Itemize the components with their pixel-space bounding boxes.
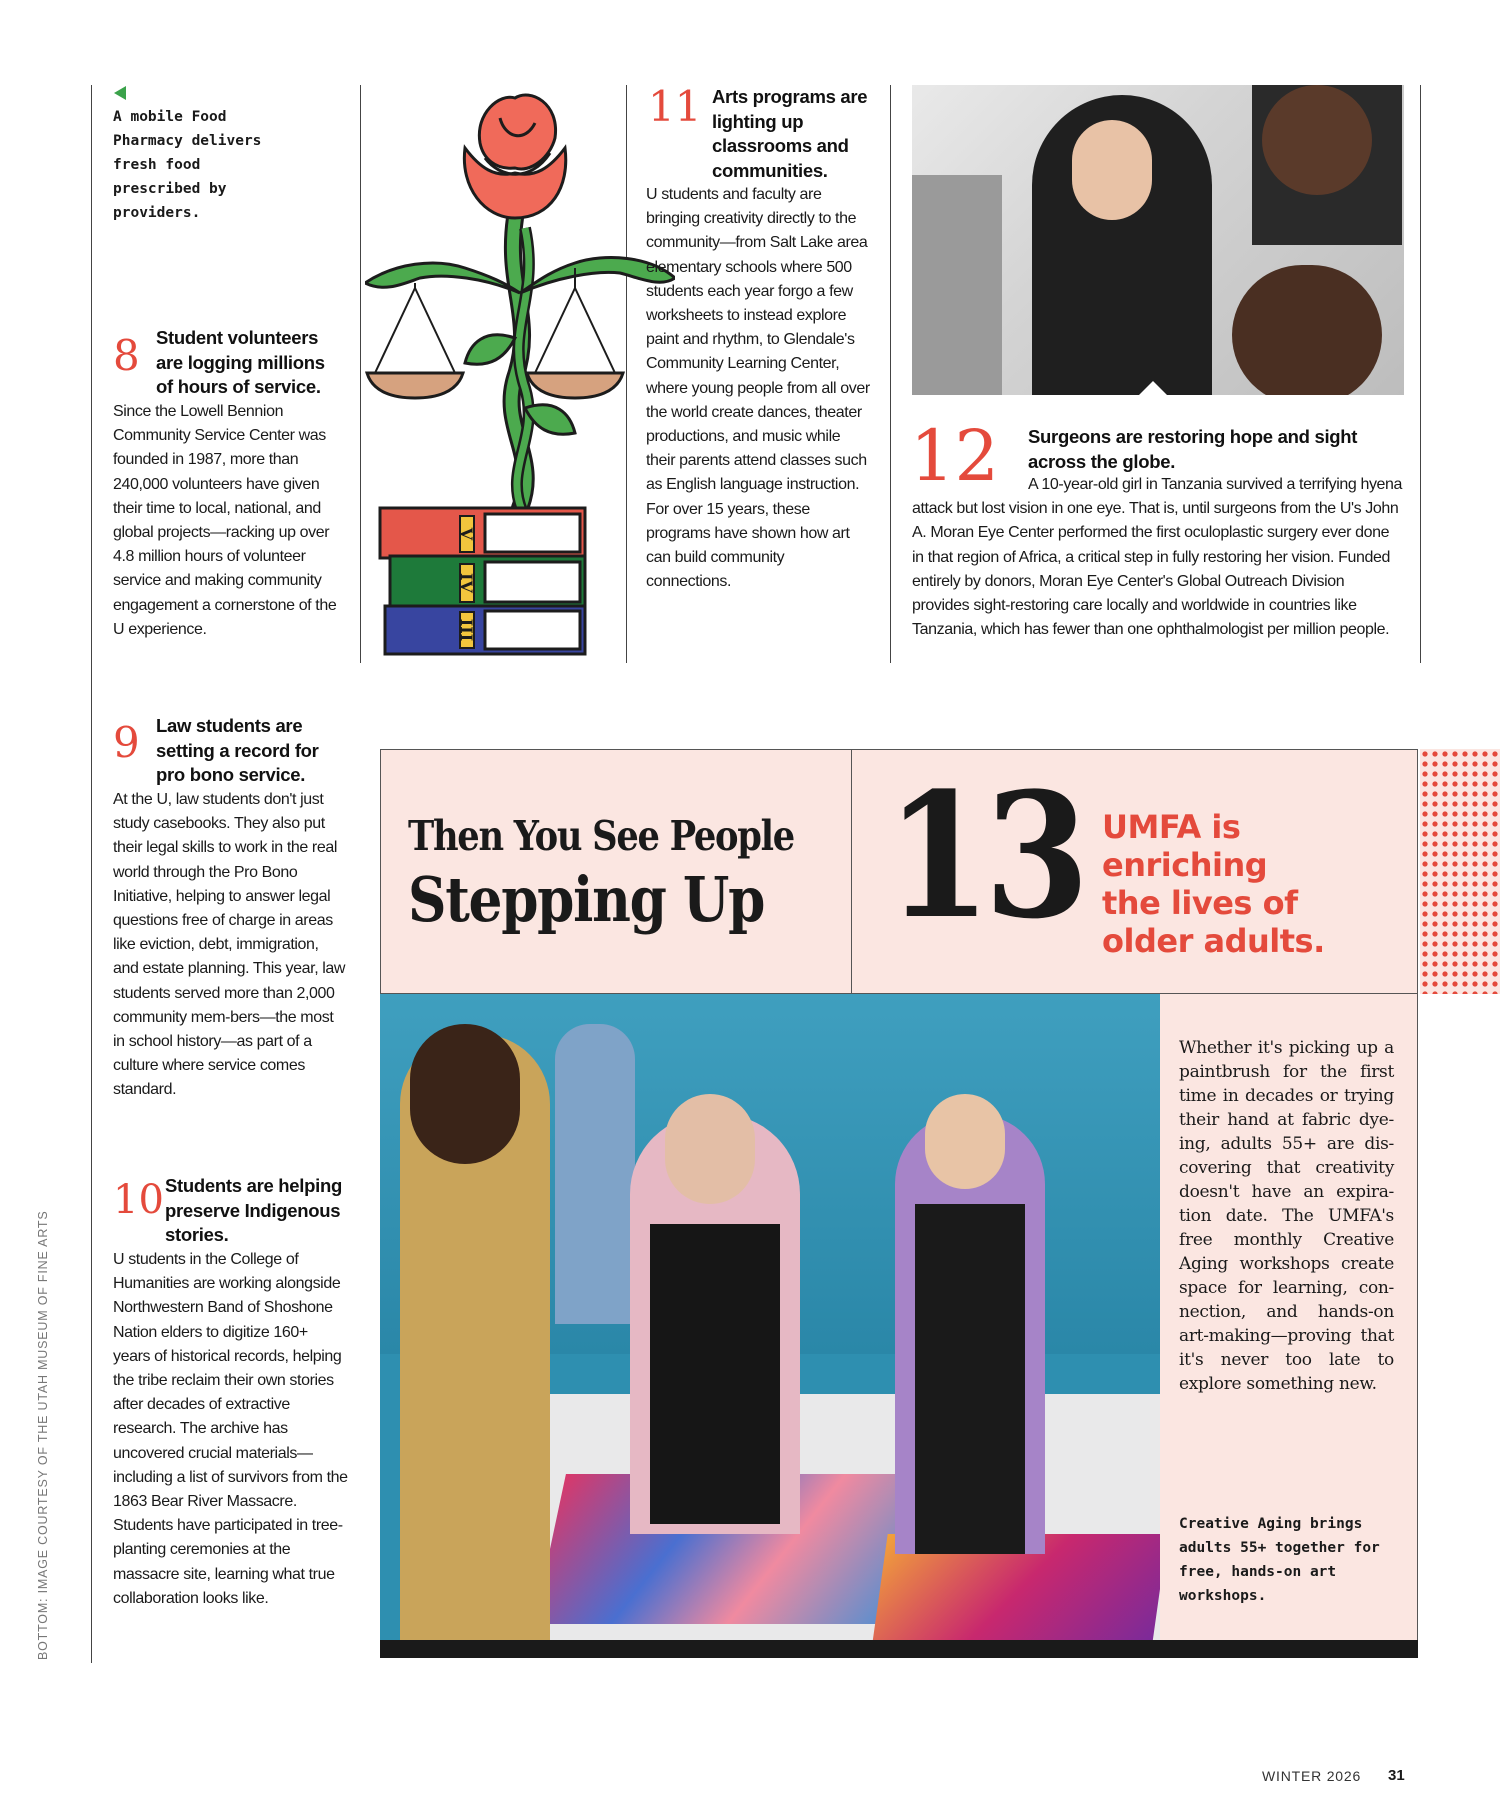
- photo-statue: [555, 1024, 635, 1324]
- footer-page-number: 31: [1388, 1767, 1405, 1784]
- feature-title: Stepping Up: [408, 863, 765, 936]
- art-workshop-photo: [380, 994, 1160, 1640]
- photo-bottom-bar: [380, 1640, 1418, 1658]
- item-11-body: U students and faculty are bringing creativity directly to the community—from Salt Lake area elementary schools where 500 students each year forgo a few worksheets to instead explore paint and rhythm, to Glendale's Community Learning Center, where young people from all over the world create dances, theater productions, and music while their parents attend classes such as English language instruction. For over 15 years, these programs have shown how art can build community connections.: [646, 186, 870, 591]
- photo-person-left-hair: [410, 1024, 520, 1164]
- feature-number: 13: [886, 754, 1083, 957]
- item-12-text: A 10-year-old girl in Tanzania survived a terrifying hyena attack but lost vision in one eye. That is, until surgeons from the U's John A. Moran Eye Center performed the first oculoplastic surgery ever done in that region of Africa, a critical step in fully restoring her vision. Funded entirely by donors, Moran Eye Center's Global Outreach Division provides sight-restoring care locally and worldwide in countries like Tanzania, which has fewer than one ophthalmologist per million people.: [912, 476, 1403, 639]
- feature-headline: UMFA is enriching the lives of older adults.: [1102, 808, 1325, 960]
- item-8-body: Since the Lowell Bennion Community Service Center was founded in 1987, more than 240,000 volunteers have given their time to local, national, and global projects—racking up over 4.8 million hours of volunteer service and making community engagement a cornerstone of the U experience.: [113, 403, 337, 638]
- book-label-iii: III: [457, 618, 476, 642]
- feature-divider: [851, 749, 852, 994]
- item-9-number: 9: [113, 718, 140, 767]
- dot-pattern: [1420, 749, 1500, 994]
- photo-assistant-face: [1262, 85, 1372, 195]
- photo-credit: BOTTOM: IMAGE COURTESY OF THE UTAH MUSEUM OF FINE ARTS: [36, 1210, 50, 1660]
- photo-patient: [1232, 265, 1382, 395]
- footer-issue: WINTER 2026: [1262, 1768, 1362, 1784]
- rose-scales-books-illustration: [365, 88, 675, 658]
- photo-doctor-face: [1072, 120, 1152, 220]
- caption-arrow-icon: [114, 86, 126, 100]
- item-9-headline: Law students are setting a record for pro bono service.: [156, 715, 319, 785]
- column-rule-right: [1420, 85, 1421, 663]
- photo-person-center-face: [665, 1094, 755, 1204]
- column-rule-left: [91, 85, 92, 1663]
- item-8-number: 8: [113, 331, 140, 380]
- feature-body: Whether it's picking up a paintbrush for the first time in decades or trying their hand at fabric dye-ing, adults 55+ are dis-covering that creativity doesn't have an expira-tion date. The UMFA's free monthly Creative Aging workshops create space for learning, con-nection, and hands-on art-making—proving that it's never too late to explore something new.: [1179, 1038, 1394, 1394]
- item-10-headline: Students are helping preserve Indigenous stories.: [165, 1175, 342, 1245]
- eye-surgery-photo: [912, 85, 1404, 395]
- item-9-body: At the U, law students don't just study casebooks. They also put their legal skills to work in the real world through the Pro Bono Initiative, helping to answer legal questions free of charge in areas like eviction, debt, immigration, and estate planning. This year, law students served more than 2,000 community mem-bers—the most in school history—as part of a culture where service comes standard.: [113, 791, 346, 1099]
- column-rule-2: [360, 85, 361, 663]
- item-11-headline: Arts programs are lighting up classrooms and communities.: [712, 86, 868, 181]
- item-10-number: 10: [113, 1177, 164, 1223]
- item-12-headline: Surgeons are restoring hope and sight across the globe.: [1028, 426, 1358, 472]
- photo-equipment: [912, 175, 1002, 395]
- food-pharmacy-caption: A mobile Food Pharmacy delivers fresh food prescribed by providers.: [113, 109, 262, 221]
- item-8-headline: Student volunteers are logging millions of hours of service.: [156, 327, 325, 397]
- item-10-body: U students in the College of Humanities are working alongside Northwestern Band of Shoshone Nation elders to digitize 160+ years of historical records, helping the tribe reclaim their own stories after decades of extractive research. The archive has uncovered crucial materials—including a list of survivors from the 1863 Bear River Massacre. Students have participated in tree-planting ceremonies at the massacre site, learning what true collaboration looks like.: [113, 1251, 348, 1607]
- photo-person-right-face: [925, 1094, 1005, 1189]
- photo-notch-icon: [1138, 381, 1168, 396]
- item-12-body: [912, 473, 1404, 642]
- photo-person-right-apron: [915, 1204, 1025, 1554]
- book-label-iv: IV: [457, 573, 476, 593]
- book-label-v: V: [457, 527, 476, 541]
- item-11-number: 11: [648, 82, 702, 131]
- column-rule-4: [890, 85, 891, 663]
- feature-caption: Creative Aging brings adults 55+ together for free, hands-on art workshops.: [1179, 1516, 1380, 1604]
- feature-kicker: Then You See People: [408, 812, 794, 860]
- photo-person-center-apron: [650, 1224, 780, 1524]
- item-12-number: 12: [910, 415, 1000, 497]
